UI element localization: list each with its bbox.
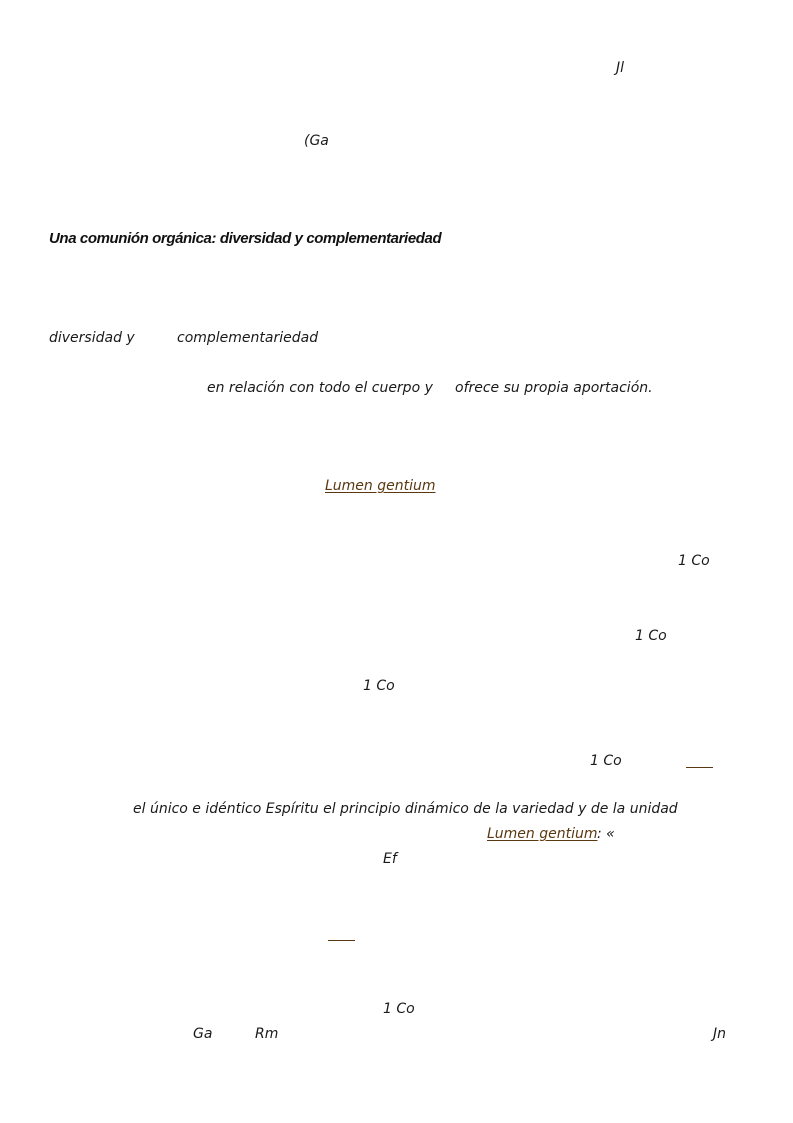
quote-open-mark: : «	[597, 826, 615, 842]
emphasis-unico-espiritu: el único e idéntico Espíritu el principio dinámico de la variedad y de la unidad	[133, 801, 678, 817]
emphasis-relacion-cuerpo: en relación con todo el cuerpo y	[207, 380, 433, 396]
scripture-ref-1co-c: 1 Co	[363, 678, 395, 694]
scripture-ref-ga-parenthesis: (Ga	[304, 133, 329, 149]
emphasis-diversidad: diversidad y	[49, 330, 135, 346]
emphasis-complementariedad: complementariedad	[177, 330, 319, 346]
scripture-ref-ga: Ga	[193, 1026, 213, 1042]
scripture-ref-rm: Rm	[255, 1026, 279, 1042]
section-heading: Una comunión orgánica: diversidad y complementariedad	[49, 230, 442, 247]
footnote-link-rule[interactable]	[686, 767, 713, 768]
lumen-gentium-link-2[interactable]: Lumen gentium	[487, 826, 598, 842]
emphasis-propia-aportacion: ofrece su propia aportación.	[455, 380, 653, 396]
lumen-gentium-link[interactable]: Lumen gentium	[325, 478, 436, 494]
scripture-ref-ef: Ef	[383, 851, 397, 867]
footnote-link-rule-2[interactable]	[328, 940, 355, 941]
scripture-ref-1co-b: 1 Co	[635, 628, 667, 644]
scripture-ref-1co-a: 1 Co	[678, 553, 710, 569]
scripture-ref-jn: Jn	[713, 1026, 727, 1042]
scripture-ref-1co-d: 1 Co	[590, 753, 622, 769]
scripture-ref-1co-e: 1 Co	[383, 1001, 415, 1017]
scripture-ref-jl: Jl	[616, 60, 625, 76]
